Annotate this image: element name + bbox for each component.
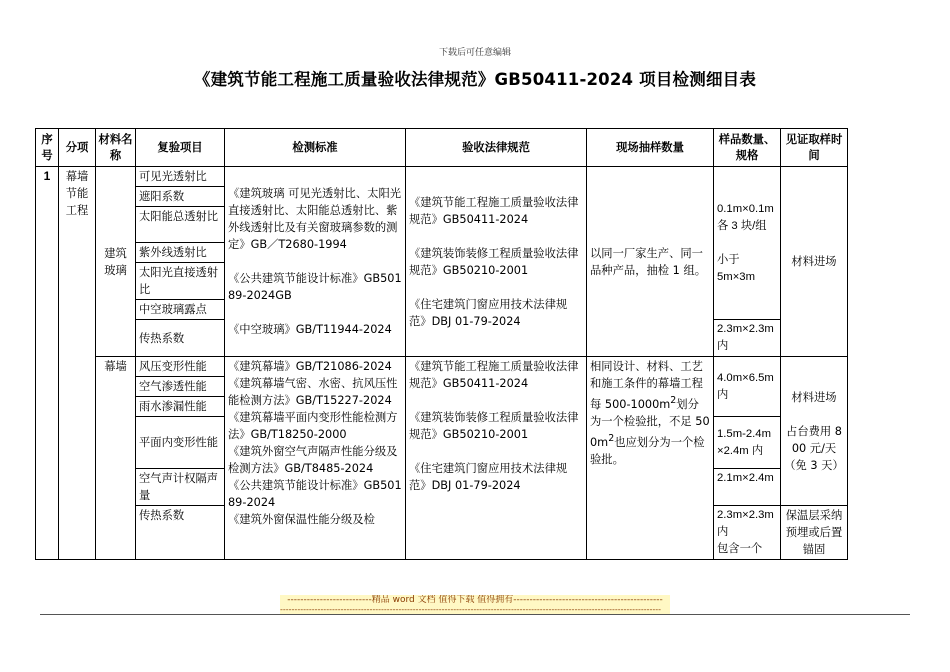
retest-item: 空气渗透性能 [136,377,225,397]
curtain-sample-a: 4.0m×6.5m 内 [714,357,781,417]
table-row [36,167,848,187]
retest-item: 风压变形性能 [136,357,225,377]
header-note: 下载后可任意编辑 [438,48,511,58]
col-subitem: 分项 [59,129,96,167]
col-seq: 序号 [36,129,59,167]
retest-item: 平面内变形性能 [136,417,225,469]
curtain-standard-d: 《建筑外窗空气声隔声性能分级及检测方法》GB/T8485-2024 [228,445,398,475]
table-row [36,357,848,377]
glass-standard-a: 《建筑玻璃 可见光透射比、太阳光直接透射比、太阳能总透射比、紫外线透射比及有关窗玻璃参数的测定》GB／T2680-1994 [228,187,402,251]
glass-witness: 材料进场 [781,167,848,357]
curtain-standard-e: 《公共建筑节能设计标准》GB50189-2024 [228,479,402,509]
curtain-witness-b: 占台费用 800 元/天（免 3 天） [784,424,844,472]
material-curtain: 幕墙 [96,357,136,560]
footer-banner: --------------------------精品 word 文档 值得下载 值得拥有---------------------------------------------- [280,595,670,606]
sup-a: 2 [670,395,677,406]
sup-b: 2 [608,432,615,444]
col-material: 材料名称 [96,129,136,167]
curtain-acceptance [406,357,587,560]
retest-item: 中空玻璃露点 [136,300,225,320]
curtain-standard-c: 《建筑幕墙平面内变形性能检测方法》GB/T18250-2000 [228,411,398,441]
acceptance-c: 《住宅建筑门窗应用技术法律规范》DBJ 01-79-2024 [409,462,568,492]
retest-item: 太阳光直接透射比 [136,263,225,300]
bottom-rule [40,614,910,615]
seq-cell: 1 [36,167,59,560]
curtain-witness [781,357,848,506]
retest-item: 紫外线透射比 [136,243,225,263]
curtain-sample-c: 2.1m×2.4m [714,469,781,506]
footer-dashes: ------------------------------------------------------------------------------------------------------------------------------------ [280,606,670,614]
col-sampling-qty: 现场抽样数量 [587,129,714,167]
curtain-standard-b: 《建筑幕墙气密、水密、抗风压性能检测方法》GB/T15227-2024 [228,377,398,407]
acceptance-a: 《建筑节能工程施工质量验收法律规范》GB50411-2024 [409,360,579,390]
glass-sample-a: 0.1m×0.1m [717,202,774,215]
material-glass: 建筑玻璃 [96,167,136,357]
curtain-sampling-c: 也应划分为一个检验批。 [590,435,705,466]
glass-sample-d: 5m×3m [717,270,755,283]
curtain-sampling-b: 划分为一个检验批，不足 500m [590,397,710,449]
curtain-sampling-a: 相同设计、材料、工艺和施工条件的幕墙工程每 500-1000m [590,360,703,411]
glass-acceptance [406,167,587,357]
col-acceptance-code: 验收法律规范 [406,129,587,167]
curtain-sample-d [714,506,781,560]
retest-item: 太阳能总透射比 [136,207,225,243]
curtain-witness-c: 保温层采纳预埋或后置锚固 [781,506,848,560]
header-row [36,129,848,167]
retest-item: 可见光透射比 [136,167,225,187]
curtain-standard-f: 《建筑外窗保温性能分级及检 [228,513,375,526]
acceptance-b: 《建筑装饰装修工程质量验收法律规范》GB50210-2001 [409,246,579,277]
curtain-witness-a: 材料进场 [791,390,837,404]
curtain-sample-d-text: 2.3m×2.3m 内 [717,509,774,538]
glass-sample-b: 各 3 块/组 [717,219,767,232]
col-sample-spec: 样品数量、规格 [714,129,781,167]
inspection-table [35,128,848,560]
document-title: 《建筑节能工程施工质量验收法律规范》GB50411-2024 项目检测细目表 [193,70,757,89]
glass-sample-c: 小于 [717,253,740,266]
retest-item: 传热系数 [136,506,225,560]
subitem-cell: 幕墙节能工程 [59,167,96,560]
curtain-standards [225,357,406,560]
col-retest-item: 复验项目 [136,129,225,167]
curtain-sample-b: 1.5m-2.4m×2.4m 内 [714,417,781,469]
col-test-standard: 检测标准 [225,129,406,167]
glass-standards [225,167,406,357]
glass-sample-spec [714,167,781,320]
glass-sample-e: 2.3m×2.3m 内 [714,320,781,357]
retest-item: 传热系数 [136,320,225,357]
acceptance-a: 《建筑节能工程施工质量验收法律规范》GB50411-2024 [409,195,579,226]
glass-sampling: 以同一厂家生产、同一品种产品，抽检 1 组。 [587,167,714,357]
curtain-sample-e-text: 包含一个 [717,543,763,555]
acceptance-b: 《建筑装饰装修工程质量验收法律规范》GB50210-2001 [409,411,579,441]
curtain-sampling [587,357,714,560]
retest-item: 雨水渗漏性能 [136,397,225,417]
glass-standard-c: 《中空玻璃》GB/T11944-2024 [228,323,392,336]
col-witness-time: 见证取样时间 [781,129,848,167]
retest-item: 遮阳系数 [136,187,225,207]
curtain-standard-a: 《建筑幕墙》GB/T21086-2024 [228,360,392,373]
acceptance-c: 《住宅建筑门窗应用技术法律规范》DBJ 01-79-2024 [409,297,568,328]
retest-item: 空气声计权隔声量 [136,469,225,506]
glass-standard-b: 《公共建筑节能设计标准》GB50189-2024GB [228,272,402,302]
